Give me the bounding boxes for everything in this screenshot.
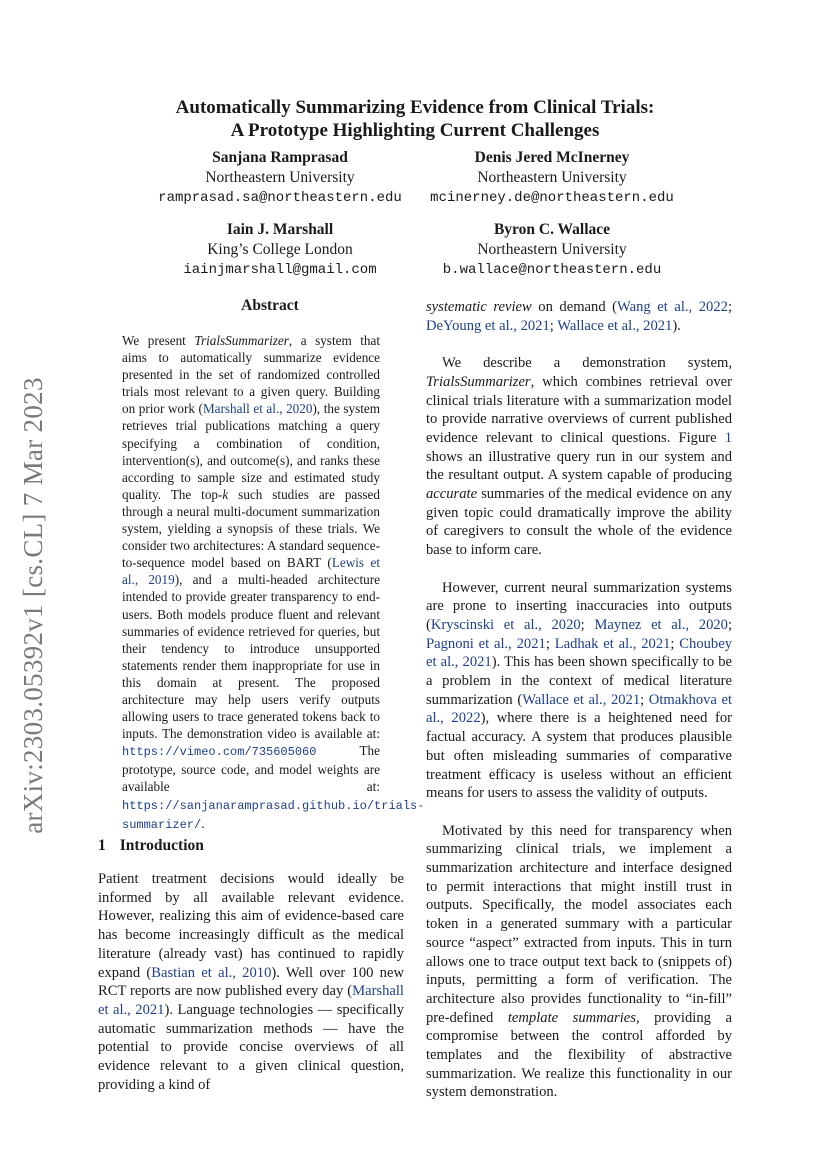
author-name: Denis Jered McInerney [474,149,630,166]
intro-body [98,870,404,1094]
citation-link[interactable]: Lewis et al., 2019 [122,555,381,588]
author-block-1 [130,148,430,208]
author-block-3 [130,220,430,280]
citation-link[interactable]: Maynez et al., 2020 [594,616,728,633]
text: We present [122,333,195,348]
author-affiliation: King’s College London [207,241,353,258]
text: ), where there is a heightened need for factual accuracy. A system that produces plausible but often misleading summaries of comparative treatment efficacy is useless without an efficient means for users to assess the validity of outputs. [426,710,732,802]
figure-ref-link[interactable]: 1 [724,429,732,446]
section-heading-introduction [98,837,204,855]
author-block-4 [402,220,702,280]
author-affiliation: Northeastern University [205,169,355,186]
text: . [201,815,205,831]
author-name: Sanjana Ramprasad [212,149,348,166]
text: shows an illustrative query run in our system and the resultant output. A system capable of producing [426,448,732,484]
citation-link[interactable]: Choubey et al., 2021 [426,635,732,671]
text: ). Well over 100 new RCT reports are now published every day ( [98,964,404,1000]
italic-term: accurate [426,486,478,503]
section-number: 1 [98,837,106,854]
arxiv-stamp [10,365,56,845]
text: ), the system retrieves trial publications matching a query specifying a combination of condition, intervention(s), and outcome(s), and ranks these according to sample size and estimated study quality. The top- [122,401,380,502]
right-paragraph-3: However, current neural summarization systems are prone to inserting inaccuracies into outputs (Kryscinski et al., 2020; Maynez et al., 2020; Pagnoni et al., 2021; Ladhak et al., 2021; Choubey et al., 2021). This has been shown specifically to be a problem in the context of medical literature summarization (Wallace et al., 2021; Otmakhova et al., 2022), where there is a heightened need for factual accuracy. A system that produces plausible but often misleading summaries of comparative treatment efficacy is useless without an efficient means for users to assess the validity of outputs. [426,579,733,802]
italic-term: systematic review [426,299,532,315]
text: Motivated by this need for transparency when summarizing clinical trials, we implement a summarization architecture and interface designed to permit interactions that might instill trust in outputs. Specifically, the model associates each token in a generated summary with a particular source “aspect” extracted from inputs. This in turn allows one to trace output text back to (snippets of) inputs, permitting a form of verification. The architecture also provides functionality to “in-fill” pre-defined [426,822,732,1026]
video-url-link[interactable]: https://vimeo.com/735605060 [122,745,317,760]
italic-term: template summaries [507,1009,636,1026]
system-name: TrialsSummarizer [426,373,531,390]
author-email[interactable]: ramprasad.sa@northeastern.edu [158,190,402,206]
author-block-2 [402,148,702,208]
title-line-2: A Prototype Highlighting Current Challenges [230,120,600,141]
abstract-body [122,332,425,834]
citation-link[interactable]: Bastian et al., 2010 [151,964,272,981]
citation-link[interactable]: Wang et al., 2022 [617,299,728,315]
title-line-1: Automatically Summarizing Evidence from Clinical Trials: [175,97,655,118]
author-affiliation: Northeastern University [477,241,627,258]
right-column-body [426,298,732,1102]
text: ), and a multi-headed architecture intended to provide greater transparency to end-users. Both models produce fluent and relevant summaries of evidence retrieved for queries, but their tendency to introduce unsupported statements render them inappropriate for use in this domain at present. The proposed architecture may help users verify outputs allowing users to trace generated tokens back to inputs. The demonstration video is available at: [122,572,380,742]
citation-link[interactable]: DeYoung et al., 2021 [426,317,550,334]
author-email[interactable]: b.wallace@northeastern.edu [442,262,662,278]
abstract-heading: Abstract [241,297,299,314]
citation-link[interactable]: Marshall et al., 2020 [202,401,313,417]
citation-link[interactable]: Ladhak et al., 2021 [554,635,671,652]
text: ). Language technologies — specifically automatic summarization methods — have the potential to provide concise overviews of all evidence relevant to a given clinical question, providing a kind of [98,1001,404,1093]
project-url-link[interactable]: https://sanjanaramprasad.github.io/trials-summarizer/ [122,798,425,832]
citation-link[interactable]: Kryscinski et al., 2020 [430,616,581,633]
right-paragraph-1: systematic review on demand (Wang et al., 2022; DeYoung et al., 2021; Wallace et al., 2021). [426,299,732,334]
citation-link[interactable]: Otmakhova et al., 2022 [426,691,733,727]
text: on demand ( [531,299,618,315]
text: , providing a compromise between the control afforded by templates and the flexibility of abstractive summarization. We realize this functionality in our system demonstration. [426,1009,732,1101]
text: ). This has been shown specifically to be a problem in the context of medical literature summarization ( [426,654,732,708]
author-email[interactable]: mcinerney.de@northeastern.edu [430,190,674,206]
abstract-paragraph [122,332,425,834]
text: We describe a demonstration system, [442,355,732,372]
paper-title [120,96,710,142]
citation-link[interactable]: Wallace et al., 2021 [522,691,641,708]
system-name: TrialsSummarizer [194,333,289,348]
math-k: k [222,486,229,502]
intro-paragraph-1 [98,870,404,1094]
citation-link[interactable]: Wallace et al., 2021 [557,317,673,334]
text: such studies are passed through a neural multi-document summarization system, yielding a synopsis of these trials. We consider two architectures: A standard sequence-to-sequence model based on BART ( [122,486,380,571]
text: However, current neural summarization systems are prone to inserting inaccuracies into outputs ( [426,579,732,633]
author-name: Iain J. Marshall [226,221,334,238]
citation-link[interactable]: Marshall et al., 2021 [98,983,404,1018]
text: , which combines retrieval over clinical trials literature with a summarization model to provide narrative overviews of current published evidence relevant to clinical questions. Figure [426,373,732,446]
author-affiliation: Northeastern University [477,169,627,186]
author-email[interactable]: iainjmarshall@gmail.com [183,262,377,278]
text: Patient treatment decisions would ideally be informed by all available relevant evidence. However, realizing this aim of evidence-based care has become increasingly difficult as the medical literature (already vast) has continued to rapidly expand ( [98,871,404,981]
right-paragraph-4 [426,822,732,1103]
author-name: Byron C. Wallace [493,221,611,238]
arxiv-stamp-text: arXiv:2303.05392v1 [cs.CL] 7 Mar 2023 [17,376,48,834]
section-title: Introduction [119,837,204,854]
text: ). [672,317,681,334]
text: The prototype, source code, and model weights are available at: [122,743,380,795]
text: , a system that aims to automatically summarize evidence presented in the set of randomized controlled trials most relevant to a given query. Building on prior work ( [122,333,381,417]
citation-link[interactable]: Pagnoni et al., 2021 [426,635,546,652]
right-paragraph-2 [426,354,732,560]
text: summaries of the medical evidence on any given topic could dramatically improve the ability of caregivers to consult the whole of the evidence base to inform care. [426,486,732,559]
